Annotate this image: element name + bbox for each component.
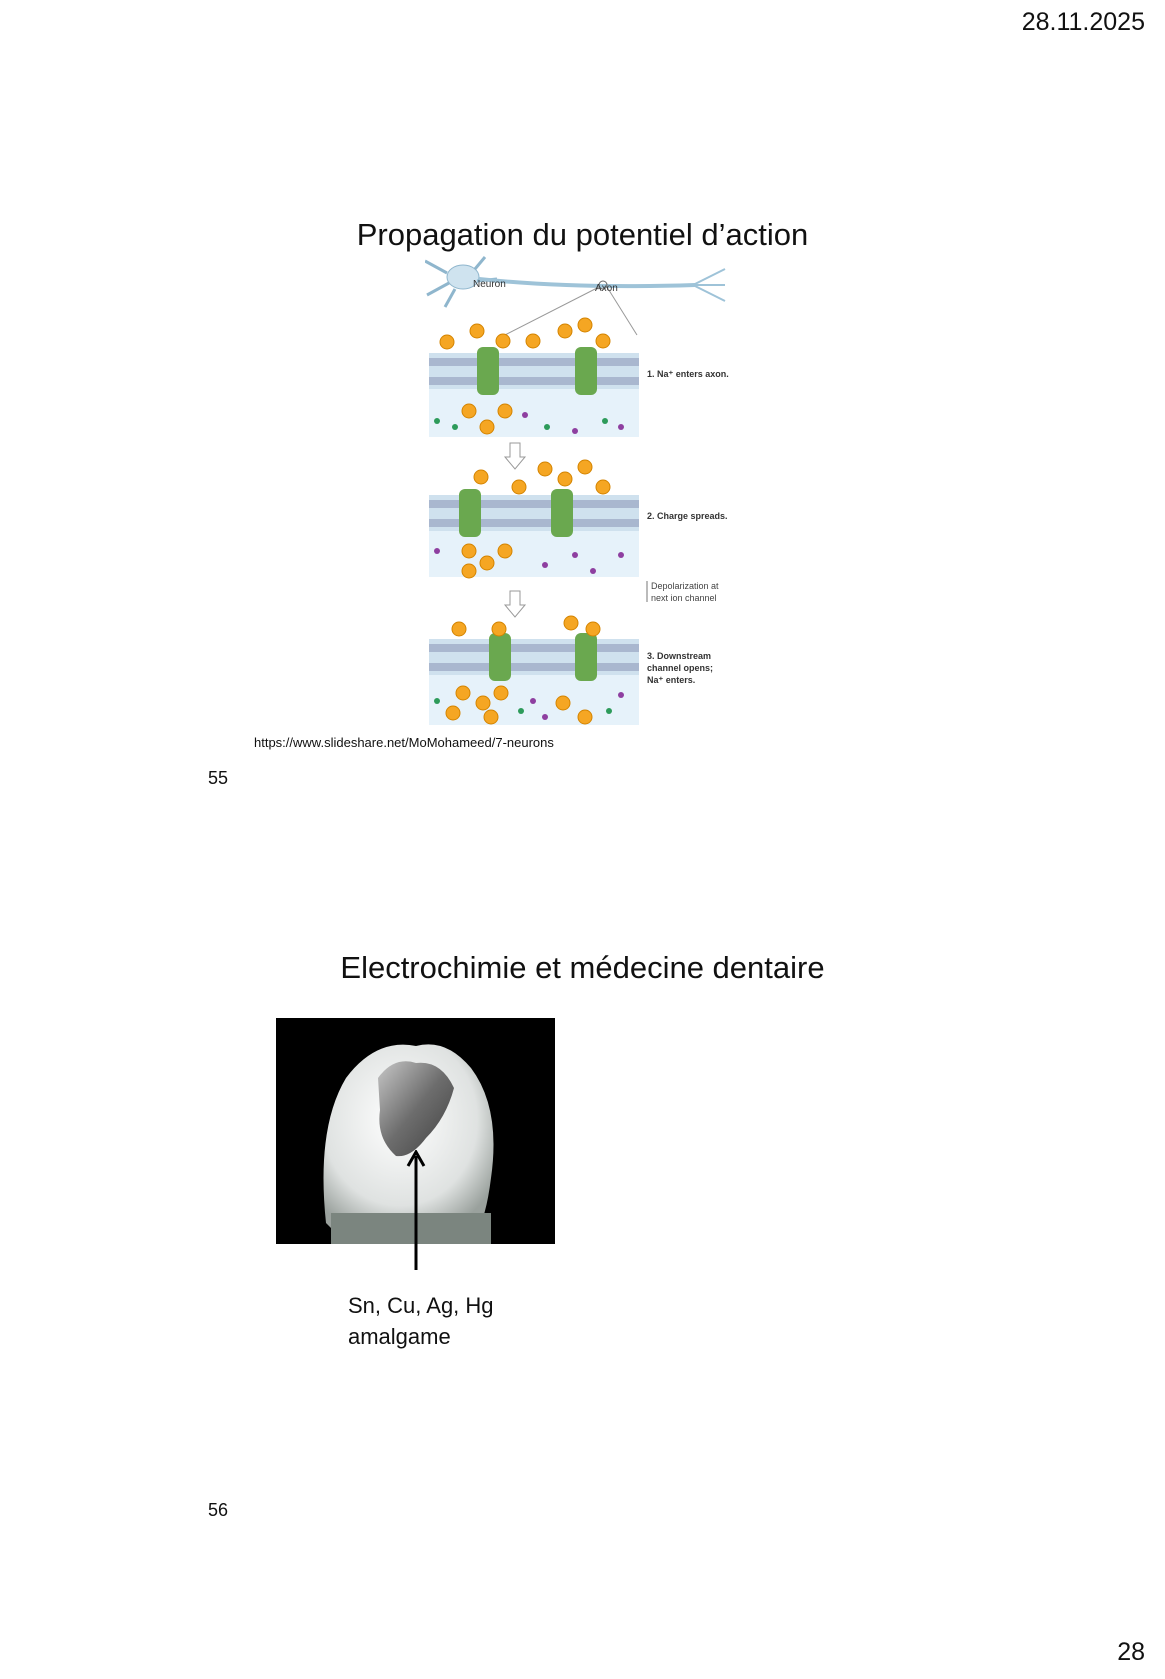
slide-55-title: Propagation du potentiel d’action	[356, 217, 809, 252]
image-source-link: https://www.slideshare.net/MoMohameed/7-neurons	[254, 735, 554, 750]
header-date: 28.11.2025	[1021, 8, 1145, 36]
slide-56-title: Electrochimie et médecine dentaire	[340, 950, 825, 985]
action-potential-diagram	[425, 255, 742, 740]
slide-number-56: 56	[208, 1500, 229, 1520]
step-3-label-3: Na⁺ enters.	[647, 675, 696, 685]
axon-label: Axon	[595, 283, 618, 294]
step-3-label-2: channel opens;	[647, 663, 714, 673]
depolarization-note-2: next ion channel	[651, 593, 717, 603]
step-1-label: 1. Na⁺ enters axon.	[647, 369, 729, 379]
amalgam-metals: Sn, Cu, Ag, Hg	[348, 1293, 494, 1318]
step-3-label-1: 3. Downstream	[647, 651, 712, 661]
neuron-label: Neuron	[473, 279, 506, 290]
pointer-arrow-icon	[405, 1150, 427, 1270]
depolarization-note-1: Depolarization at	[651, 581, 719, 591]
page-number: 28	[1117, 1638, 1145, 1666]
amalgam-word: amalgame	[348, 1324, 451, 1349]
step-2-label: 2. Charge spreads.	[647, 511, 728, 521]
slide-number-55: 55	[208, 768, 229, 788]
amalgam-label	[348, 1290, 494, 1352]
